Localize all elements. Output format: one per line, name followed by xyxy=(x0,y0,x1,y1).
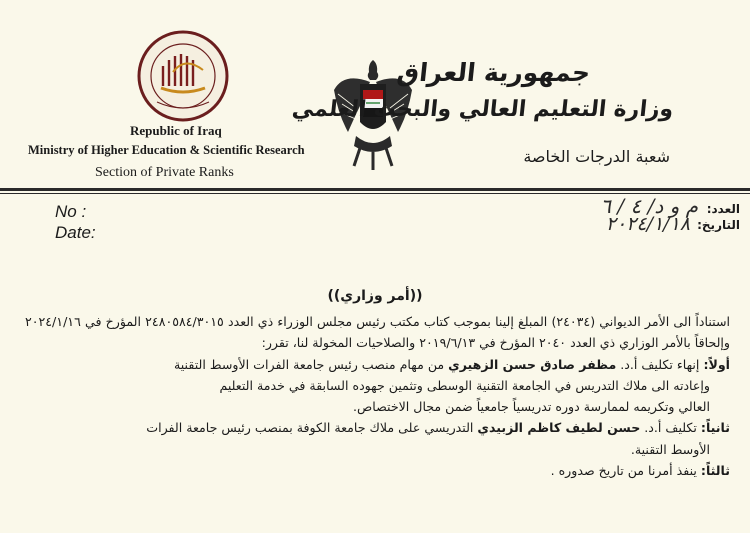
en-republic-title: Republic of Iraq xyxy=(130,123,222,138)
item-second-pre: تكليف أ.د. xyxy=(640,420,697,436)
item-second-label: ثانياً: xyxy=(700,420,730,436)
en-section-title: Section of Private Ranks xyxy=(95,165,234,180)
ar-number-value: م و د/ ٤ / ٦ xyxy=(600,194,698,218)
ar-date-value: ٢٠٢٤/١/١٨ xyxy=(605,213,690,235)
order-title: ((أمر وزاري)) xyxy=(327,288,423,304)
item-third-label: ثالثاً: xyxy=(700,463,730,479)
item-second-post: التدريسي على ملاك جامعة الكوفة بمنصب رئيس جامعة الفرات xyxy=(146,420,478,436)
ar-number-label: العدد: xyxy=(706,202,740,216)
header-divider xyxy=(0,188,750,191)
ar-date-label: التاريخ: xyxy=(697,218,740,232)
item-first-cont2: العالي وتكريمه لممارسة دوره تدريسياً جامعياً ضمن مجال الاختصاص. xyxy=(353,399,710,415)
item-first-label: أولاً: xyxy=(703,356,730,372)
date-label: Date: xyxy=(55,223,96,242)
order-body xyxy=(25,311,730,481)
ar-ministry-title: وزارة التعليم العالي والبحث العلمي xyxy=(290,97,675,122)
ministry-seal-logo xyxy=(133,26,233,126)
item-third xyxy=(25,460,730,481)
en-ministry-title: Ministry of Higher Education & Scientific Research xyxy=(28,143,305,157)
intro-paragraph: استناداً الى الأمر الديواني (٢٤٠٣٤) المبلغ إلينا بموجب كتاب مكتب رئيس مجلس الوزراء ذي العدد ٢٤٨٠٥٨٤/٣٠١٥ المؤرخ في ٢٠٢٤/١/١٦ وإلحاقاً بالأمر الوزاري ذي العدد ٢٠٤٠ المؤرخ في ٢٠١٩/٦/١٣ والصلاحيات المخولة لنا، تقرر: xyxy=(25,314,730,351)
ar-section-title: شعبة الدرجات الخاصة xyxy=(523,147,670,166)
no-label: No : xyxy=(55,202,87,221)
item-second-cont: الأوسط التقنية. xyxy=(630,441,710,457)
item-second xyxy=(25,417,730,438)
item-first-name: مظفر صادق حسن الزهيري xyxy=(448,356,617,372)
item-first-post: من مهام منصب رئيس جامعة الفرات الأوسط التقنية xyxy=(174,356,449,372)
item-third-text: ينفذ أمرنا من تاريخ صدوره . xyxy=(550,463,697,479)
ar-republic-title: جمهورية العراق xyxy=(395,58,592,87)
item-second-name: حسن لطيف كاظم الزبيدي xyxy=(477,420,641,436)
item-first-cont1: وإعادته الى ملاك التدريس في الجامعة التقنية الوسطى وتثمين جهوده السابقة في خدمة التعليم xyxy=(219,377,710,393)
item-first xyxy=(25,354,730,375)
item-first-pre: إنهاء تكليف أ.د. xyxy=(616,356,700,372)
